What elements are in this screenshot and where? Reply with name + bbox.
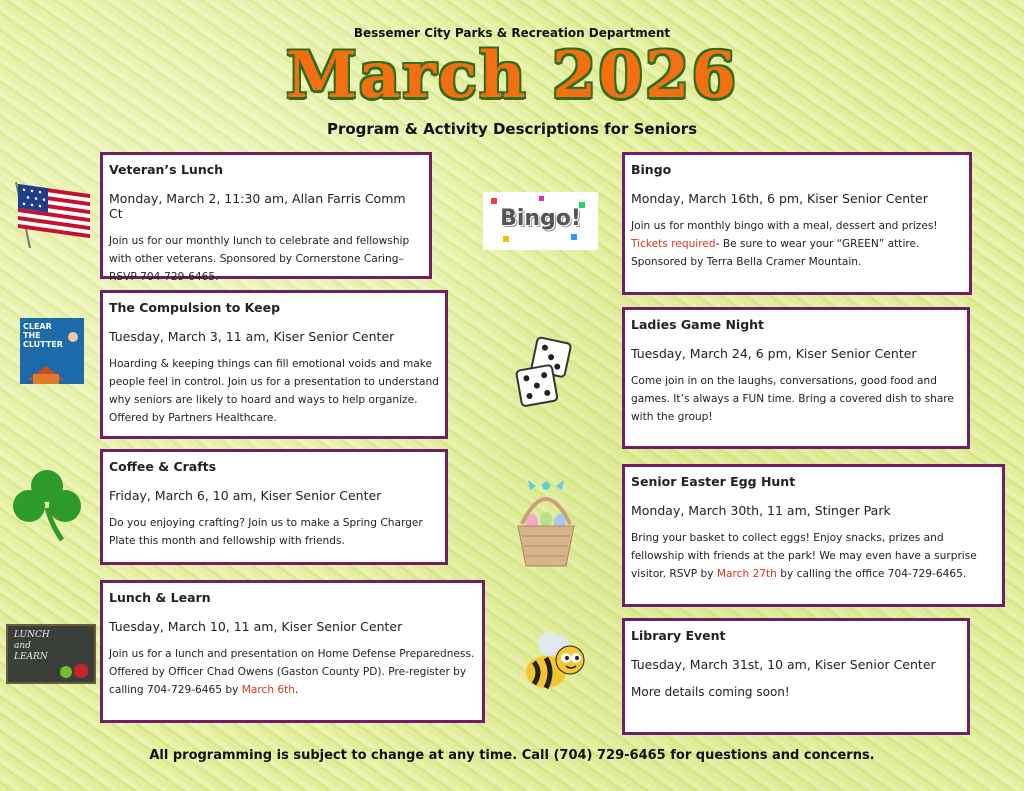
event-title: Coffee & Crafts [109,459,217,474]
event-card-ladies-game-night [622,307,970,449]
event-card-easter-egg-hunt [622,464,1005,607]
event-title: Senior Easter Egg Hunt [631,474,796,489]
event-card-coffee-crafts [100,449,448,565]
easter-basket-icon [512,474,580,570]
dice-icon [512,333,584,413]
event-title: Ladies Game Night [631,317,765,332]
event-description: Hoarding & keeping things can fill emotional voids and make people feel in control. Join us for a presentation to understand why seniors are likely to hoard and ways to help organize. Offered by Partners Healthcare. [109,358,439,424]
event-title: Bingo [631,162,672,177]
event-title: The Compulsion to Keep [109,300,281,315]
event-card-veterans-lunch [100,152,432,283]
event-title: Veteran’s Lunch [109,162,224,177]
event-datetime: Tuesday, March 3, 11 am, Kiser Senior Center [109,329,395,344]
rsvp-deadline: March 6th [241,684,296,696]
tickets-required-note: Tickets required [631,238,716,250]
department-name: Bessemer City Parks & Recreation Department [353,26,671,40]
american-flag-icon [10,178,94,250]
event-datetime: Monday, March 2, 11:30 am, Allan Farris Comm Ct [109,191,406,221]
event-title: Lunch & Learn [109,590,211,605]
event-description: Do you enjoying crafting? Join us to make a Spring Charger Plate this month and fellowship with friends. [109,517,423,547]
page-subtitle: Program & Activity Descriptions for Seniors [326,120,698,138]
event-datetime: Tuesday, March 10, 11 am, Kiser Senior Center [109,619,403,634]
bingo-balls-icon: Bingo! [483,192,598,250]
event-description: Join us for monthly bingo with a meal, dessert and prizes! Tickets required- Be sure to wear your “GREEN” attire. Sponsored by Terra Bella Cramer Mountain. [631,220,938,268]
event-datetime: Monday, March 30th, 11 am, Stinger Park [631,503,891,518]
page-title: March 2026 [286,38,738,113]
event-card-bingo [622,152,972,295]
event-title: Library Event [631,628,726,643]
footer-note: All programming is subject to change at any time. Call (704) 729-6465 for questions and concerns. [149,748,875,763]
event-datetime: Monday, March 16th, 6 pm, Kiser Senior Center [631,191,928,206]
event-description: Bring your basket to collect eggs! Enjoy snacks, prizes and fellowship with friends at the park! We may even have a surprise visitor. RSVP by March 27th by calling the office 704-729-6465. [631,532,977,580]
event-datetime: Tuesday, March 31st, 10 am, Kiser Senior Center [631,657,936,672]
rsvp-deadline: March 27th [716,568,777,580]
bee-icon [520,632,592,700]
event-card-compulsion-to-keep [100,290,448,439]
event-description: Join us for a lunch and presentation on Home Defense Preparedness. Offered by Officer Chad Owens (Gaston County PD). Pre-register by calling 704-729-6465 by March 6th. [109,648,475,696]
event-description: More details coming soon! [631,685,790,699]
event-description: Join us for our monthly lunch to celebrate and fellowship with other veterans. Sponsored by Cornerstone Caring– RSVP 704-729-6465. [109,235,410,283]
event-card-library-event [622,618,970,735]
event-datetime: Tuesday, March 24, 6 pm, Kiser Senior Center [631,346,917,361]
chalkboard-icon: LUNCH and LEARN [6,624,96,684]
event-card-lunch-learn [100,580,485,723]
event-description: Come join in on the laughs, conversations, good food and games. It’s always a FUN time. Bring a covered dish to share with the group! [631,375,954,423]
shamrock-icon [8,466,86,544]
clear-the-clutter-icon: CLEAR THE CLUTTER [20,318,84,384]
event-datetime: Friday, March 6, 10 am, Kiser Senior Center [109,488,382,503]
